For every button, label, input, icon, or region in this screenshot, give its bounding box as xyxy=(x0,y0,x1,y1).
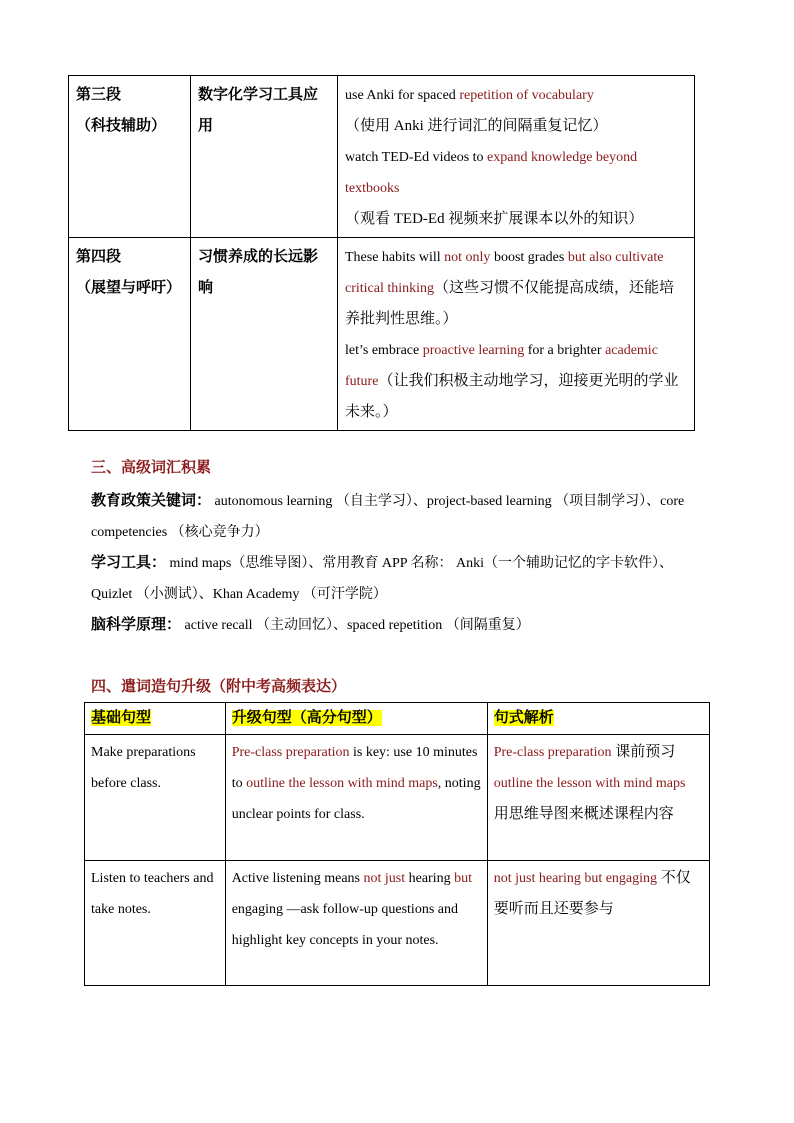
analysis-cell: not just hearing but engaging 不仅要听而且还要参与 xyxy=(487,861,709,986)
list-item xyxy=(91,610,706,641)
paragraph-theme: （展望与呼吁） xyxy=(76,280,182,296)
list-item xyxy=(91,548,706,610)
expression-translation: （使用 Anki 进行词汇的间隔重复记忆） xyxy=(345,118,608,134)
vocabulary-list xyxy=(91,486,706,641)
column-header: 基础句型 xyxy=(85,703,226,735)
expression-cell xyxy=(338,238,695,431)
expression-cell xyxy=(338,76,695,238)
basic-sentence-cell: Make preparations before class. xyxy=(85,735,226,861)
topic-cell xyxy=(191,76,338,238)
paragraph-label: 第三段 xyxy=(76,87,122,103)
item-key: 教育政策关键词： xyxy=(91,493,212,509)
table-row xyxy=(85,861,710,986)
column-header: 升级句型（高分句型） xyxy=(225,703,487,735)
paragraph-cell xyxy=(69,238,191,431)
table-header-row xyxy=(85,703,710,735)
table-row xyxy=(69,238,695,431)
upgraded-sentence-cell: Active listening means not just hearing but engaging —ask follow-up questions and highlight key concepts in your notes. xyxy=(225,861,487,986)
expression-line: watch TED-Ed videos to expand knowledge beyond textbooks xyxy=(345,150,638,196)
topic-cell xyxy=(191,238,338,431)
list-item xyxy=(91,486,706,548)
upgraded-sentence-cell: Pre-class preparation is key: use 10 minutes to outline the lesson with mind maps, noting unclear points for class. xyxy=(225,735,487,861)
expression-line: let’s embrace proactive learning for a brighter academic future（让我们积极主动地学习，迎接更光明的学业未来。） xyxy=(345,343,679,420)
item-key: 学习工具： xyxy=(91,555,167,571)
sentence-upgrade-table xyxy=(84,702,710,986)
expression-line: These habits will not only boost grades but also cultivate critical thinking（这些习惯不仅能提高成绩，还能培养批判性思维。） xyxy=(345,250,675,327)
paragraph-outline-table xyxy=(68,75,695,431)
paragraph-theme: （科技辅助） xyxy=(76,118,167,134)
table-row xyxy=(69,76,695,238)
table-row xyxy=(85,735,710,861)
expression-translation: （观看 TED-Ed 视频来扩展课本以外的知识） xyxy=(345,211,644,227)
analysis-cell: Pre-class preparation 课前预习 outline the lesson with mind maps 用思维导图来概述课程内容 xyxy=(487,735,709,861)
paragraph-cell xyxy=(69,76,191,238)
paragraph-label: 第四段 xyxy=(76,249,122,265)
topic-text: 习惯养成的长远影响 xyxy=(198,249,319,296)
section-title-vocabulary: 三、高级词汇积累 xyxy=(91,460,212,476)
item-key: 脑科学原理： xyxy=(91,617,182,633)
basic-sentence-cell: Listen to teachers and take notes. xyxy=(85,861,226,986)
item-text: mind maps（思维导图）、常用教育 APP 名称： Anki（一个辅助记忆的字卡软件）、Quizlet （小测试）、Khan Academy （可汗学院） xyxy=(91,556,674,602)
topic-text: 数字化学习工具应用 xyxy=(198,87,319,134)
item-text: active recall （主动回忆）、spaced repetition （间隔重复） xyxy=(181,618,530,633)
column-header: 句式解析 xyxy=(487,703,709,735)
section-title-sentences: 四、遣词造句升级（附中考高频表达） xyxy=(91,679,347,695)
item-text: autonomous learning （自主学习）、project-based learning （项目制学习）、core competencies （核心竞争力） xyxy=(91,494,685,540)
expression-line: use Anki for spaced repetition of vocabulary xyxy=(345,88,594,103)
